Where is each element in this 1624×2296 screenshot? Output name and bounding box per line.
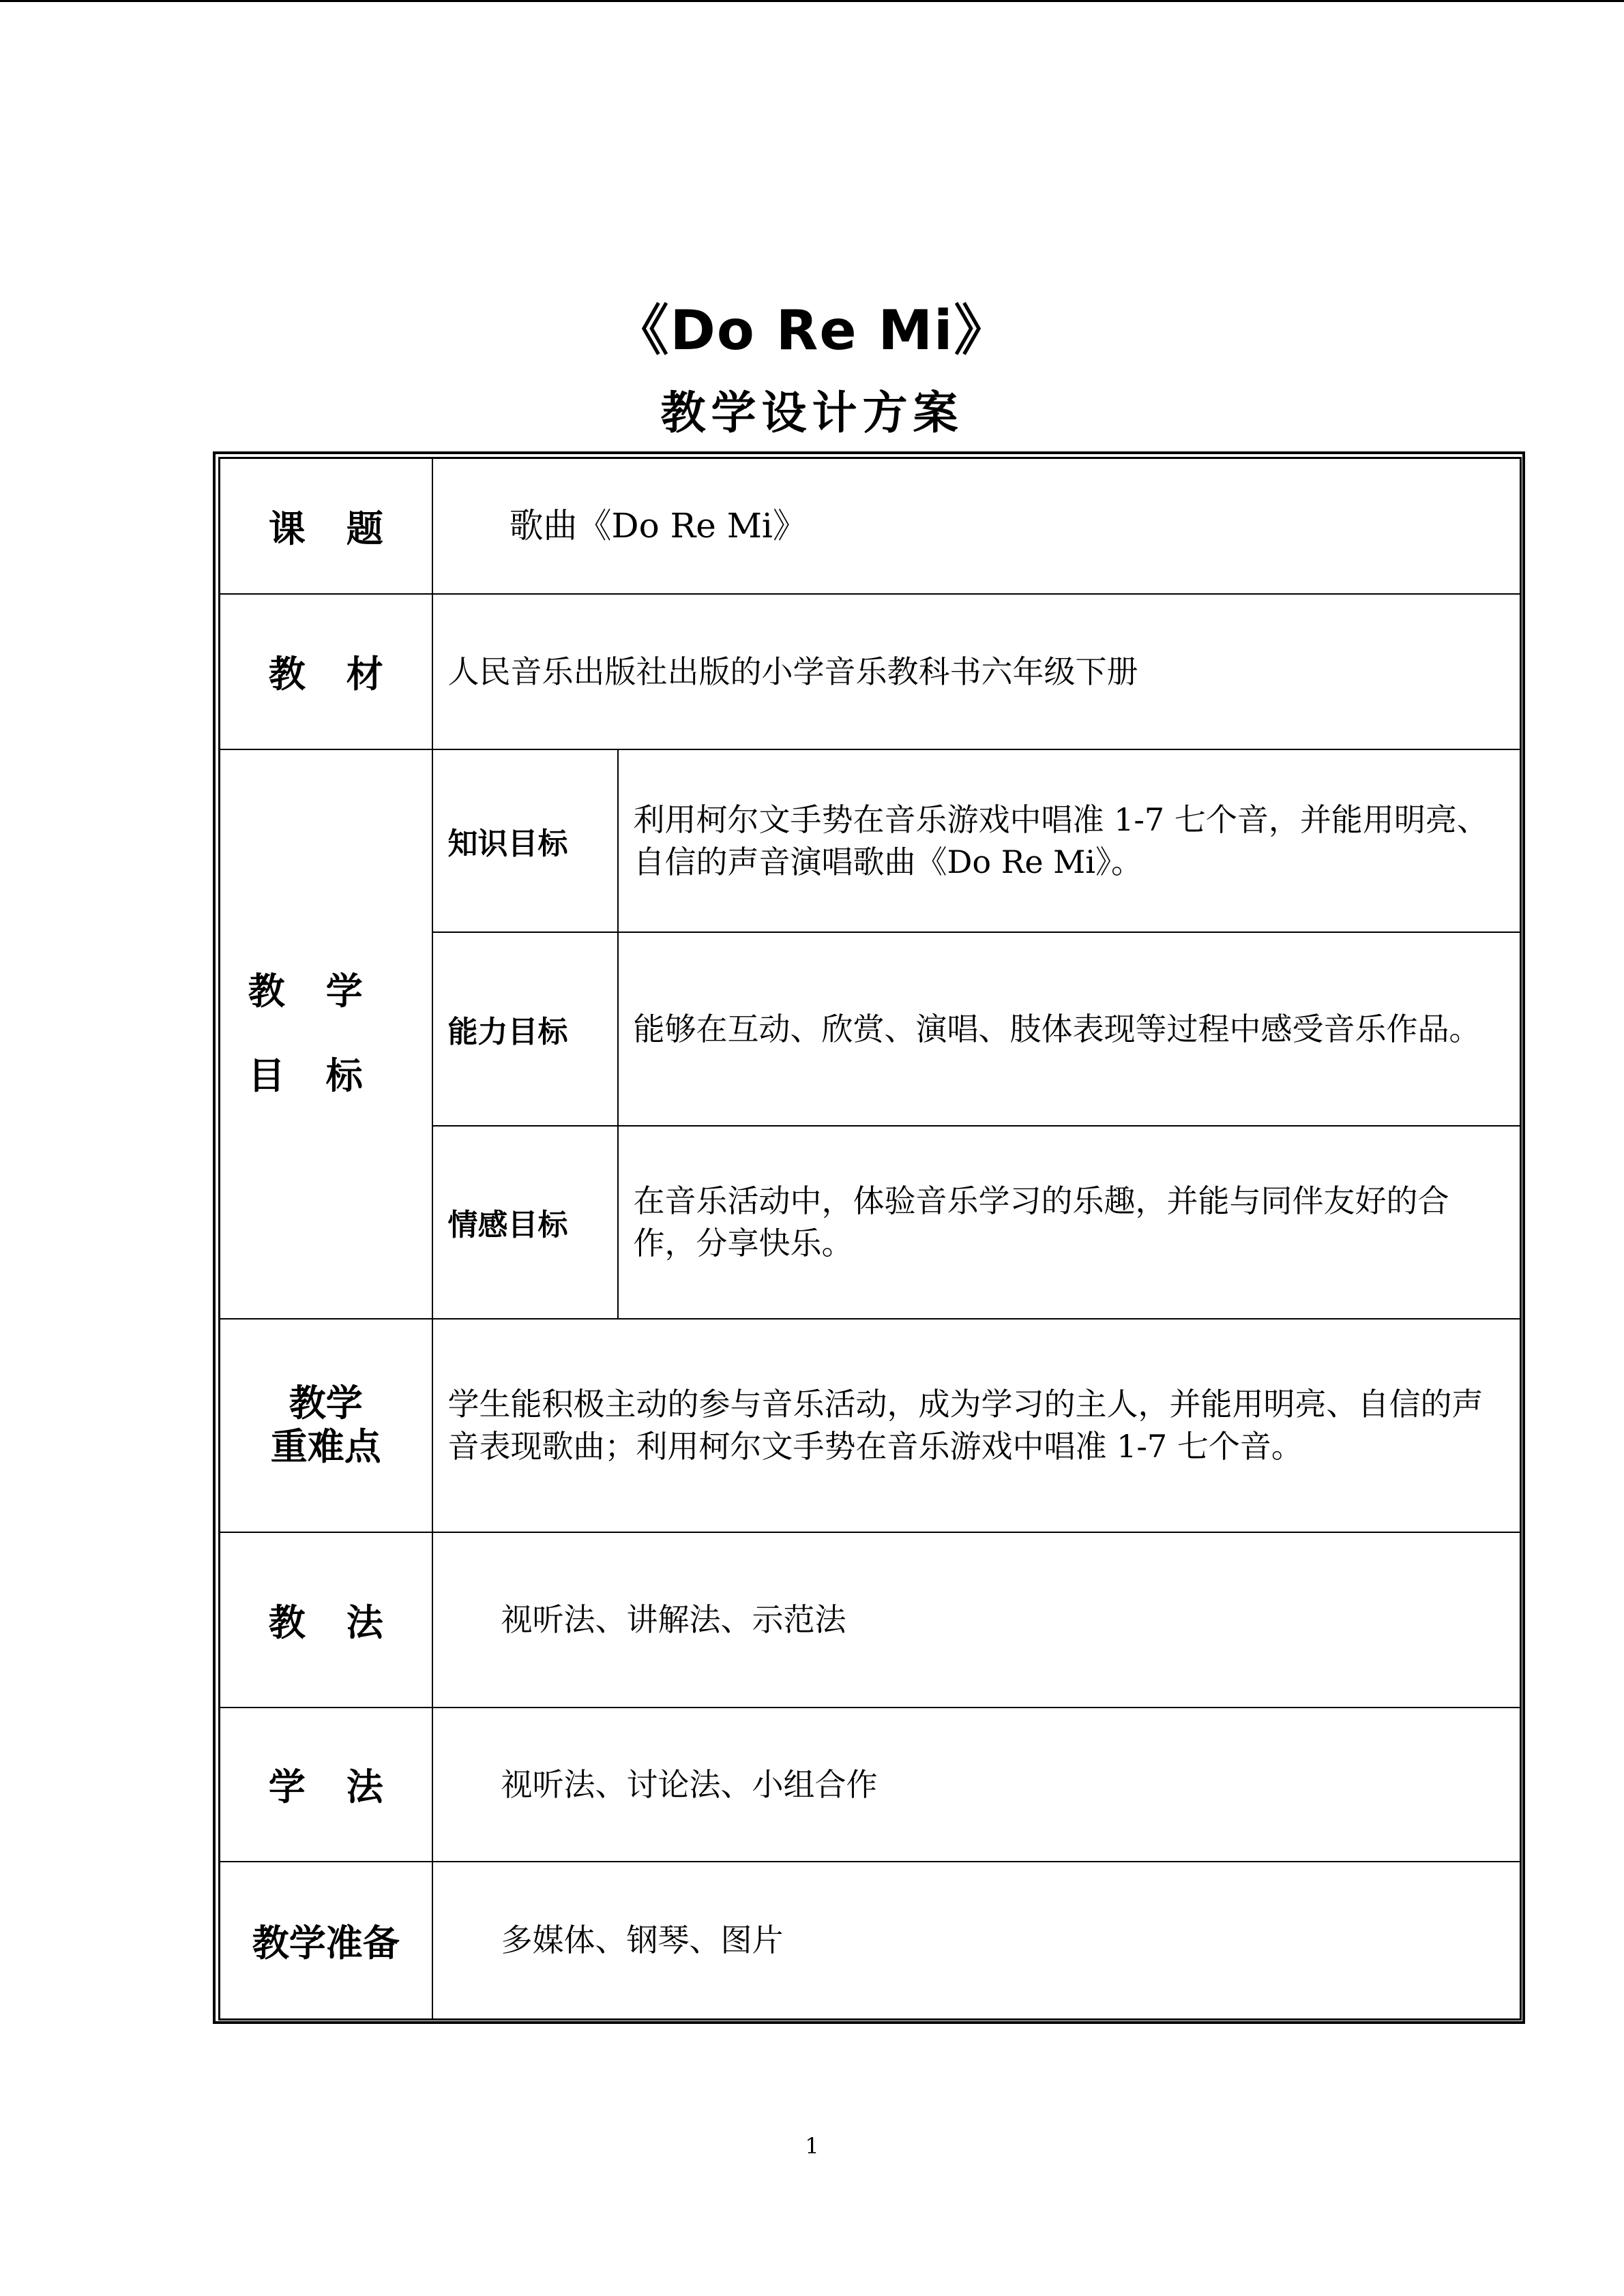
goals-label-cell [220,749,432,1319]
learning-method-label-cell [220,1708,432,1862]
table-row-knowledge-goal [220,749,1521,932]
goals-label-line1: 教学 [248,970,404,1013]
document-subtitle: 教学设计方案 [660,387,964,439]
material-label-cell [220,594,432,749]
knowledge-goal-label: 知识目标 [432,749,618,932]
table-row-teaching-method [220,1532,1521,1708]
emotion-goal-label: 情感目标 [432,1126,618,1319]
document-title: 《Do Re Mi》 [614,299,1010,362]
table-row-key-points [220,1319,1521,1532]
preparation-label: 教学准备 [220,1862,432,2020]
key-points-label-line1: 教学 [289,1382,363,1425]
topic-value: 歌曲《Do Re Mi》 [432,458,1521,594]
topic-label-cell [220,458,432,594]
top-rule [0,0,1624,2]
emotion-goal-value: 在音乐活动中，体验音乐学习的乐趣，并能与同伴友好的合作，分享快乐。 [618,1126,1521,1319]
learning-method-label: 学法 [268,1765,424,1808]
table-row-preparation [220,1862,1521,2020]
table-row-topic [220,458,1521,594]
material-label: 教材 [268,653,424,696]
ability-goal-label: 能力目标 [432,932,618,1126]
topic-label: 课题 [268,507,424,550]
teaching-method-label-cell [220,1532,432,1708]
lesson-plan-table [218,457,1522,2021]
table-row-learning-method [220,1708,1521,1862]
table-row-material [220,594,1521,749]
preparation-value: 多媒体、钢琴、图片 [432,1862,1521,2020]
page-number: 1 [805,2133,819,2159]
ability-goal-value: 能够在互动、欣赏、演唱、肢体表现等过程中感受音乐作品。 [618,932,1521,1126]
material-value: 人民音乐出版社出版的小学音乐教科书六年级下册 [432,594,1521,749]
learning-method-value: 视听法、讨论法、小组合作 [432,1708,1521,1862]
key-points-value: 学生能积极主动的参与音乐活动，成为学习的主人，并能用明亮、自信的声音表现歌曲；利用柯尔文手势在音乐游戏中唱准 1-7 七个音。 [432,1319,1521,1532]
key-points-label-line2: 重难点 [270,1425,381,1468]
teaching-method-label: 教法 [268,1600,424,1644]
teaching-method-value: 视听法、讲解法、示范法 [432,1532,1521,1708]
goals-label-line2: 目标 [248,1054,404,1097]
key-points-label-cell [220,1319,432,1532]
knowledge-goal-value: 利用柯尔文手势在音乐游戏中唱准 1-7 七个音，并能用明亮、自信的声音演唱歌曲《Do Re Mi》。 [618,749,1521,932]
